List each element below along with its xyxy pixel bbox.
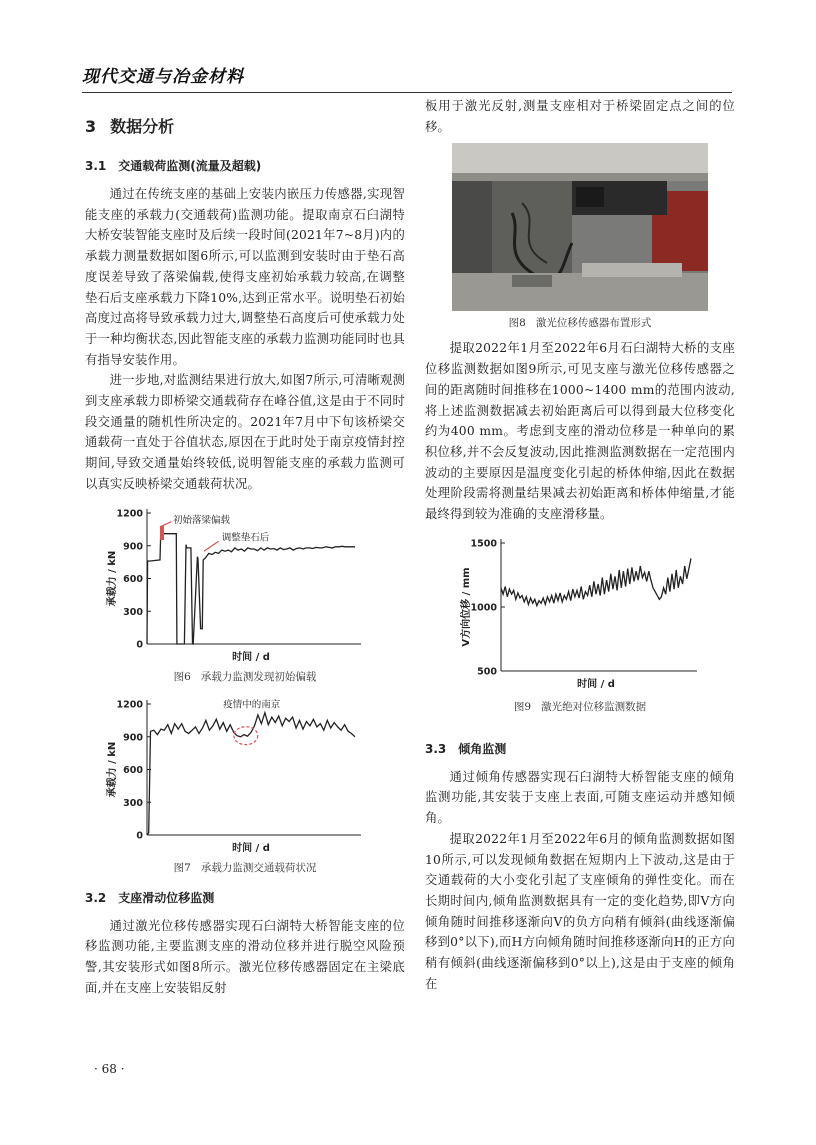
sensor-photo-illustration [452, 143, 708, 311]
y-tick-label: 900 [123, 540, 143, 552]
header-rule [82, 92, 732, 93]
subsection-heading-3-1 [85, 157, 405, 174]
figure-7-caption [85, 860, 405, 875]
figure-number: 图9 [513, 700, 532, 713]
figure-6-caption [85, 669, 405, 684]
section-number: 3 [85, 117, 97, 136]
subsection-number: 3.1 [85, 159, 107, 173]
caption-text: 承载力监测交通载荷状况 [200, 861, 317, 874]
y-tick-label: 500 [477, 666, 497, 678]
annotation-label: 初始落梁偏载 [173, 514, 231, 526]
page-number: · 68 · [94, 1062, 125, 1076]
y-tick-label: 600 [123, 573, 143, 585]
right-column [425, 96, 735, 994]
sensor-photo [452, 143, 708, 311]
figure-8-caption [425, 315, 735, 330]
section-heading [85, 114, 405, 137]
series-line [147, 533, 355, 643]
paragraph: 提取2022年1月至2022年6月石臼湖特大桥的支座位移监测数据如图9所示,可见支座与激光位移传感器之间的距离随时间推移在1000~1400 mm的范围内波动,将上述监测数据减去初始距离后可以得到最大位移变化约为400 mm。考虑到支座的滑动位移是一种单向的累积位移,并不会反复波动,因此推测监测数据在一定范围内波动的主要原因是温度变化引起的桥体伸缩,因此在数据处理阶段需将测量结果减去初始距离和桥体伸缩量,才能最终得到较为准确的支座滑移量。 [425, 341, 735, 522]
annotation-label: 疫情中的南京 [223, 698, 281, 710]
caption-text: 激光绝对位移监测数据 [541, 700, 647, 713]
subsection-title: 交通载荷监测(流量及超载) [118, 159, 262, 173]
figure-7 [85, 692, 405, 856]
y-tick-label: 0 [136, 830, 143, 842]
y-tick-label: 300 [123, 797, 143, 809]
subsection-number: 3.3 [425, 741, 447, 756]
y-axis-label: 承载力 / kN [107, 741, 118, 797]
figure-number: 图6 [173, 670, 191, 683]
section-title: 数据分析 [110, 117, 175, 136]
annotation-label: 调整垫石后 [221, 531, 270, 543]
series-line [147, 712, 355, 834]
y-tick-label: 300 [123, 606, 143, 618]
journal-title: 现代交通与冶金材料 [82, 67, 244, 87]
paragraph: 通过倾角传感器实现石臼湖特大桥智能支座的倾角监测功能,其安装于支座上表面,可随支座运动并感知倾角。 [425, 769, 735, 826]
paragraph: 板用于激光反射,测量支座相对于桥梁固定点之间的位移。 [425, 99, 735, 134]
figure-number: 图7 [173, 861, 191, 874]
fig9-chart [425, 531, 735, 691]
x-axis-label: 时间 / d [232, 651, 270, 661]
y-tick-label: 1200 [116, 699, 143, 711]
fig6-chart [85, 501, 405, 661]
x-axis-label: 时间 / d [232, 842, 270, 852]
annotation-leader [204, 541, 219, 551]
figure-6 [85, 501, 405, 665]
y-tick-label: 1000 [470, 602, 497, 614]
subsection-title: 支座滑动位移监测 [118, 890, 215, 905]
figure-9 [425, 531, 735, 695]
paragraph: 提取2022年1月至2022年6月的倾角监测数据如图10所示,可以发现倾角数据在短期内上下波动,这是由于交通载荷的大小变化引起了支座倾角的弹性变化。而在长期时间内,倾角监测数据具有一定的变化趋势,即V方向倾角随时间推移逐渐向V的负方向稍有倾斜(曲线逐渐偏移到0°以下),而H方向倾角随时间推移逐渐向H的正方向稍有倾斜(曲线逐渐偏移到0°以上),这是由于支座的倾角在 [425, 831, 735, 991]
paragraph: 进一步地,对监测结果进行放大,如图7所示,可清晰观测到支座承载力即桥梁交通载荷存在峰谷值,这是由于不同时段交通量的随机性所决定的。2021年7月中下旬该桥梁交通载荷一直处于谷值状态,原因在于此时处于南京疫情封控期间,导致交通量始终较低,说明智能支座的承载力监测可以真实反映桥梁交通载荷状况。 [85, 373, 405, 491]
figure-number: 图8 [508, 317, 526, 330]
annotation-marker [160, 526, 164, 540]
figure-9-caption [425, 699, 735, 714]
subsection-heading-3-2 [85, 889, 405, 906]
caption-text: 激光位移传感器布置形式 [535, 317, 652, 330]
paragraph: 通过在传统支座的基础上安装内嵌压力传感器,实现智能支座的承载力(交通载荷)监测功能。提取南京石臼湖特大桥安装智能支座时及后续一段时间(2021年7~8月)内的承载力测量数据如图6所示,可以监测到安装时由于垫石高度误差导致了落梁偏载,使得支座初始承载力较高,在调整垫石后支座承载力下降10%,达到正常水平。说明垫石初始高度过高将导致承载力过大,调整垫石高度后可使承载力处于一种均衡状态,因此智能支座的承载力监测功能同时也具有指导安装作用。 [85, 187, 405, 367]
y-tick-label: 1200 [116, 508, 143, 520]
left-column [85, 100, 405, 998]
series-line [501, 558, 691, 605]
annotation-leader [160, 521, 171, 526]
x-axis-label: 时间 / d [577, 678, 615, 690]
caption-text: 承载力监测发现初始偏载 [200, 670, 317, 683]
subsection-heading-3-3 [425, 740, 735, 757]
y-tick-label: 600 [123, 764, 143, 776]
subsection-title: 倾角监测 [458, 741, 507, 756]
paragraph: 通过激光位移传感器实现石臼湖特大桥智能支座的位移监测功能,主要监测支座的滑动位移并进行脱空风险预警,其安装形式如图8所示。激光位移传感器固定在主梁底面,并在支座上安装铝反射 [85, 918, 405, 995]
subsection-number: 3.2 [85, 890, 107, 905]
y-axis-label: V方向位移 / mm [461, 567, 472, 647]
y-axis-label: 承载力 / kN [107, 550, 118, 606]
y-tick-label: 0 [136, 639, 143, 651]
y-tick-label: 900 [123, 731, 143, 743]
fig7-chart [85, 692, 405, 852]
y-tick-label: 1500 [470, 538, 497, 550]
